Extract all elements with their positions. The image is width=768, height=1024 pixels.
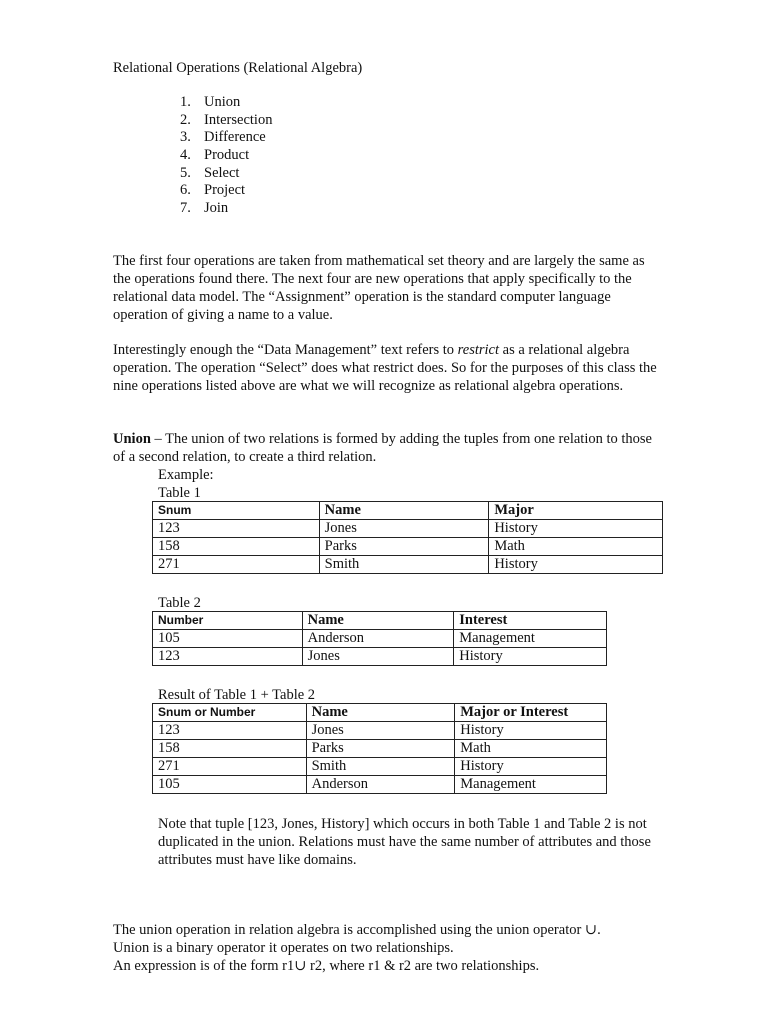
table-row xyxy=(153,538,663,556)
table-row xyxy=(153,722,607,740)
table-row xyxy=(153,740,607,758)
example-label: Example: xyxy=(158,467,214,483)
table-cell: 158 xyxy=(153,740,307,758)
list-item: 3. Difference xyxy=(180,129,266,146)
table-cell: Parks xyxy=(319,538,489,556)
duplicate-note: Note that tuple [123, Jones, History] which occurs in both Table 1 and Table 2 is not duplicated in the union. Relations must have the same number of attributes and those attributes must have like domains. xyxy=(158,816,651,868)
table-cell: History xyxy=(489,520,663,538)
list-item: 6. Project xyxy=(180,182,246,199)
page-title: Relational Operations (Relational Algebra) xyxy=(113,60,363,76)
table-row xyxy=(153,776,607,794)
table-cell: 105 xyxy=(153,630,303,648)
table-cell: 123 xyxy=(153,722,307,740)
table-cell: 158 xyxy=(153,538,320,556)
column-header: Interest xyxy=(454,612,607,630)
table-2 xyxy=(152,611,607,666)
list-item: 4. Product xyxy=(180,147,250,164)
table3-label: Result of Table 1 + Table 2 xyxy=(158,687,316,703)
column-header: Name xyxy=(319,502,489,520)
result-table xyxy=(152,703,607,794)
binary-operator-line: Union is a binary operator it operates on two relationships. xyxy=(113,940,454,956)
table-cell: Smith xyxy=(306,758,455,776)
table-cell: Smith xyxy=(319,556,489,574)
list-item: 7. Join xyxy=(180,200,229,217)
restrict-paragraph: Interestingly enough the “Data Management” text refers to restrict as a relational algebra operation. The operation “Select” does what restrict does. So for the purposes of this class the nine operations listed above are what we will recognize as relational algebra operations. xyxy=(113,342,657,394)
table-cell: History xyxy=(455,722,607,740)
list-item: 2. Intersection xyxy=(180,111,273,128)
table-row xyxy=(153,556,663,574)
column-header: Major or Interest xyxy=(455,704,607,722)
table-row xyxy=(153,648,607,666)
table-row xyxy=(153,520,663,538)
table-cell: Jones xyxy=(319,520,489,538)
column-header: Major xyxy=(489,502,663,520)
table-cell: Management xyxy=(454,630,607,648)
union-term: Union xyxy=(113,431,151,447)
union-definition: Union – The union of two relations is formed by adding the tuples from one relation to those of a second relation, to create a third relation. xyxy=(113,431,652,465)
table-header-row xyxy=(153,612,607,630)
table-cell: 271 xyxy=(153,556,320,574)
column-header: Name xyxy=(306,704,455,722)
table2-label: Table 2 xyxy=(158,595,201,611)
list-item: 1. Union xyxy=(180,94,241,110)
table-cell: Management xyxy=(455,776,607,794)
column-header: Snum xyxy=(153,502,320,520)
table-cell: Anderson xyxy=(302,630,454,648)
table-row xyxy=(153,630,607,648)
operations-list xyxy=(180,94,272,218)
table-header-row xyxy=(153,704,607,722)
table-cell: 271 xyxy=(153,758,307,776)
column-header: Name xyxy=(302,612,454,630)
table-cell: Jones xyxy=(302,648,454,666)
table-cell: History xyxy=(454,648,607,666)
table-header-row xyxy=(153,502,663,520)
table-cell: History xyxy=(489,556,663,574)
union-operator-line: The union operation in relation algebra is accomplished using the union operator ∪. xyxy=(113,922,601,938)
table-row xyxy=(153,758,607,776)
table1-label: Table 1 xyxy=(158,485,201,501)
table-cell: 123 xyxy=(153,520,320,538)
table-cell: Anderson xyxy=(306,776,455,794)
table-cell: Math xyxy=(455,740,607,758)
table-cell: Math xyxy=(489,538,663,556)
list-item: 5. Select xyxy=(180,164,240,181)
column-header: Snum or Number xyxy=(153,704,307,722)
column-header: Number xyxy=(153,612,303,630)
set-theory-paragraph: The first four operations are taken from mathematical set theory and are largely the same as the operations found there. The next four are new operations that apply specifically to the relational data model. The “Assignment” operation is the standard computer language operation of giving a name to a value. xyxy=(113,253,645,323)
table-cell: Parks xyxy=(306,740,455,758)
table-cell: 123 xyxy=(153,648,303,666)
table-cell: History xyxy=(455,758,607,776)
table-cell: 105 xyxy=(153,776,307,794)
expression-line: An expression is of the form r1∪ r2, where r1 & r2 are two relationships. xyxy=(113,958,540,974)
table-1 xyxy=(152,501,663,574)
union-operator-section xyxy=(113,921,673,975)
restrict-term: restrict xyxy=(457,342,500,358)
table-cell: Jones xyxy=(306,722,455,740)
